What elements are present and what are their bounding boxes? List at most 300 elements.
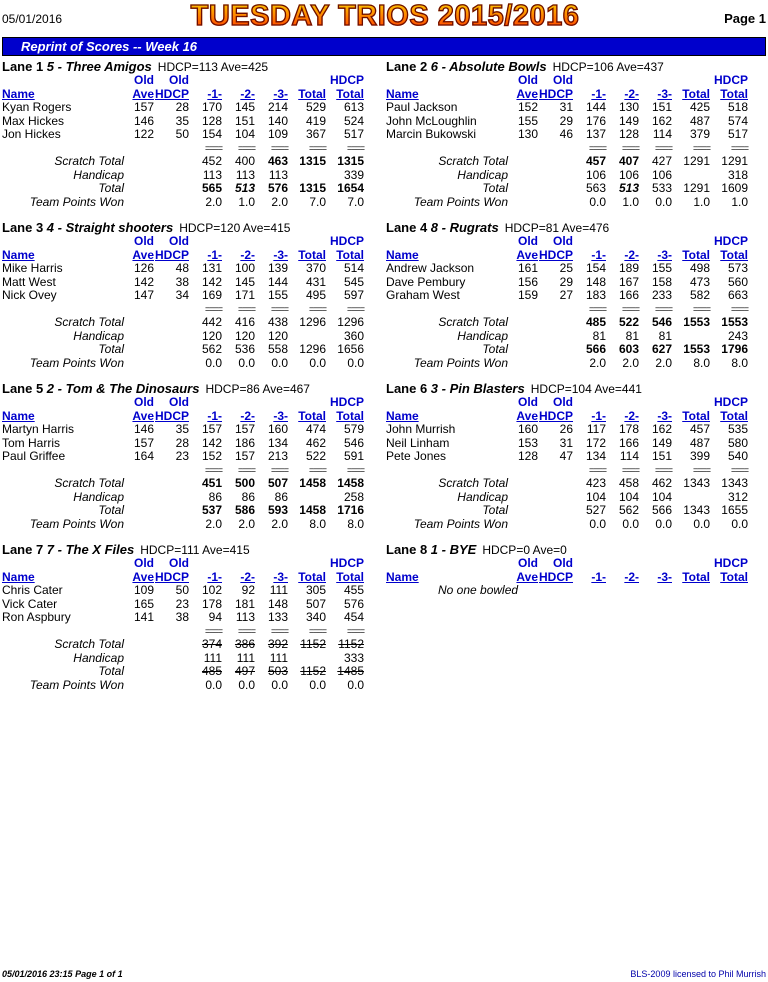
player-score: 157 [234, 449, 255, 463]
summary-label: Team Points Won [29, 517, 124, 531]
player-score: 146 [133, 113, 154, 128]
summary-value: 339 [343, 167, 364, 182]
summary-label: Scratch Total [54, 154, 124, 168]
summary-value: 333 [343, 650, 364, 665]
lane-title [386, 220, 609, 235]
summary-value: 1553 [683, 315, 710, 329]
player-score: 25 [559, 261, 573, 275]
player-score: 165 [133, 596, 154, 611]
summary-value: 1.0 [622, 195, 639, 209]
summary-value: 462 [651, 476, 672, 490]
summary-value: 438 [267, 315, 288, 329]
player-score: 114 [652, 127, 672, 141]
player-score: 155 [267, 288, 288, 302]
summary-value: 2.0 [589, 356, 606, 370]
summary-value: 113 [202, 167, 222, 182]
team-stats: HDCP=81 Ave=476 [504, 221, 610, 235]
summary-label: Total [482, 181, 508, 195]
player-score: 147 [133, 288, 154, 302]
summary-value: 360 [343, 328, 364, 343]
summary-value: 0.0 [309, 678, 326, 692]
player-score: 155 [651, 261, 672, 275]
col-header-old: Old [518, 234, 538, 248]
col-header: -3- [657, 570, 672, 584]
summary-value: 120 [267, 328, 288, 343]
player-score: 29 [559, 274, 573, 289]
player-score: 167 [618, 274, 639, 289]
summary-value: 104 [651, 489, 672, 504]
player-score: 576 [343, 596, 364, 611]
summary-value: 0.0 [655, 195, 672, 209]
player-score: 122 [133, 127, 154, 141]
summary-value: 2.0 [655, 356, 672, 370]
player-score: 35 [175, 422, 189, 436]
team-name: 5 - Three Amigos [46, 59, 152, 74]
player-score: 48 [175, 261, 189, 275]
separator: ==== [692, 465, 710, 475]
summary-value: 0.0 [347, 678, 364, 692]
player-score: 162 [651, 113, 672, 128]
player-score: 109 [267, 127, 288, 141]
separator: ==== [654, 465, 672, 475]
col-header-name: Name [386, 409, 419, 423]
player-score: 38 [175, 610, 189, 624]
lane-title [386, 59, 664, 74]
player-score: 130 [517, 127, 538, 141]
col-header-name: Name [2, 570, 35, 584]
separator: ==== [654, 304, 672, 314]
player-score: 462 [305, 435, 326, 450]
col-header: -3- [273, 87, 288, 101]
summary-value: 0.0 [731, 517, 748, 531]
player-score: 35 [175, 113, 189, 128]
summary-value: 8.0 [347, 517, 364, 531]
lane-block [2, 59, 384, 219]
player-score: 535 [727, 422, 748, 436]
col-header-old: Old [134, 395, 154, 409]
player-score: 579 [343, 422, 364, 436]
lane-number: Lane 3 [2, 220, 47, 235]
summary-value: 0.0 [205, 678, 222, 692]
col-header: Total [720, 87, 748, 101]
summary-value: 500 [234, 476, 255, 490]
col-header-old: Old [134, 234, 154, 248]
player-score: 517 [343, 127, 364, 141]
col-header: Total [336, 570, 364, 584]
player-score: 141 [133, 610, 154, 624]
col-header: -3- [273, 248, 288, 262]
summary-value: 2.0 [205, 195, 222, 209]
player-score: 214 [267, 100, 288, 114]
summary-value: 386 [234, 637, 255, 651]
player-score: 474 [305, 422, 326, 436]
player-name: Jon Hickes [2, 127, 61, 141]
summary-value: 485 [201, 664, 222, 678]
lane-title [2, 220, 290, 235]
player-score: 50 [175, 583, 189, 597]
summary-value: 0.0 [271, 356, 288, 370]
summary-label: Team Points Won [413, 356, 508, 370]
col-header: Total [336, 248, 364, 262]
player-name: Graham West [386, 288, 460, 302]
summary-value: 0.0 [655, 517, 672, 531]
player-score: 47 [559, 449, 573, 463]
col-header-old: Old [134, 73, 154, 87]
col-header-old: Old [169, 234, 189, 248]
lane-block [2, 220, 384, 380]
player-score: 38 [175, 274, 189, 289]
separator: ==== [654, 143, 672, 153]
separator: ==== [730, 304, 748, 314]
summary-label: Total [482, 503, 508, 517]
summary-value: 1656 [337, 342, 364, 356]
player-score: 495 [305, 288, 326, 302]
player-score: 546 [343, 435, 364, 450]
summary-label: Handicap [73, 650, 124, 665]
col-header: HDCP [154, 409, 189, 423]
col-header: Total [720, 409, 748, 423]
summary-value: 558 [267, 342, 288, 356]
player-score: 582 [689, 288, 710, 302]
col-header-old: Old [169, 73, 189, 87]
player-score: 139 [267, 261, 288, 275]
player-score: 160 [267, 422, 288, 436]
col-header-old: Old [553, 73, 573, 87]
col-header-old: Old [553, 556, 573, 570]
separator: ==== [692, 304, 710, 314]
player-score: 455 [343, 583, 364, 597]
col-header: Total [682, 570, 710, 584]
separator: ==== [237, 626, 255, 636]
col-header: Ave [132, 409, 154, 423]
lane-number: Lane 4 [386, 220, 431, 235]
col-header: HDCP [154, 248, 189, 262]
player-name: Ron Aspbury [2, 610, 71, 624]
team-stats: HDCP=111 Ave=415 [140, 543, 250, 557]
col-header: -1- [207, 409, 222, 423]
summary-value: 527 [585, 503, 606, 517]
player-score: 102 [201, 583, 222, 597]
player-score: 153 [517, 435, 538, 450]
player-score: 158 [651, 274, 672, 289]
lane-number: Lane 1 [2, 59, 47, 74]
player-score: 23 [175, 449, 189, 463]
player-name: Dave Pembury [386, 274, 466, 289]
player-name: Andrew Jackson [386, 261, 475, 275]
summary-value: 1.0 [238, 195, 255, 209]
summary-value: 513 [234, 181, 255, 195]
player-score: 399 [689, 449, 710, 463]
summary-value: 463 [267, 154, 288, 168]
player-score: 457 [689, 422, 710, 436]
lane-title [386, 381, 642, 396]
player-score: 94 [208, 610, 222, 624]
col-header-old: Old [553, 395, 573, 409]
summary-value: 563 [585, 181, 606, 195]
summary-value: 1553 [683, 342, 710, 356]
lane-title [386, 542, 567, 557]
col-header: Total [298, 409, 326, 423]
separator: ==== [204, 626, 222, 636]
player-score: 111 [269, 583, 288, 597]
col-header: Total [682, 87, 710, 101]
summary-value: 522 [618, 315, 639, 329]
col-header: HDCP [538, 409, 573, 423]
col-header-hdcp-top: HDCP [713, 73, 748, 87]
col-header: Ave [132, 87, 154, 101]
col-header: -1- [207, 570, 222, 584]
team-name: 4 - Straight shooters [46, 220, 174, 235]
player-score: 425 [689, 100, 710, 114]
player-score: 524 [343, 113, 364, 128]
col-header-name: Name [2, 87, 35, 101]
team-name: 3 - Pin Blasters [430, 381, 525, 396]
team-name: 1 - BYE [430, 542, 477, 557]
player-score: 27 [559, 288, 573, 302]
player-score: 151 [234, 113, 255, 128]
col-header: Ave [516, 570, 538, 584]
col-header: -2- [240, 87, 255, 101]
col-header-name: Name [386, 570, 419, 584]
player-name: Marcin Bukowski [386, 127, 477, 141]
player-score: 183 [585, 288, 606, 302]
page-number: Page 1 [724, 11, 766, 26]
col-header-old: Old [169, 556, 189, 570]
summary-value: 2.0 [271, 517, 288, 531]
team-stats: HDCP=0 Ave=0 [482, 543, 567, 557]
player-name: Matt West [2, 274, 56, 289]
player-score: 134 [585, 449, 606, 463]
summary-value: 111 [203, 650, 222, 665]
lane-block [2, 381, 384, 541]
separator: ==== [346, 465, 364, 475]
lane-number: Lane 7 [2, 542, 47, 557]
team-stats: HDCP=104 Ave=441 [530, 382, 642, 396]
summary-value: 427 [651, 154, 672, 168]
summary-value: 1343 [683, 503, 710, 517]
player-score: 159 [517, 288, 538, 302]
summary-value: 1296 [299, 315, 326, 329]
player-score: 157 [133, 100, 154, 114]
summary-value: 243 [727, 328, 748, 343]
summary-value: 1315 [299, 181, 326, 195]
separator: ==== [237, 304, 255, 314]
player-score: 166 [618, 435, 639, 450]
player-score: 134 [267, 435, 288, 450]
summary-label: Total [98, 181, 124, 195]
player-score: 113 [235, 610, 255, 624]
summary-value: 0.0 [622, 517, 639, 531]
summary-label: Scratch Total [438, 315, 508, 329]
player-score: 367 [305, 127, 326, 141]
summary-value: 2.0 [622, 356, 639, 370]
col-header: -2- [240, 248, 255, 262]
player-score: 148 [267, 596, 288, 611]
player-name: Nick Ovey [2, 288, 57, 302]
player-score: 128 [201, 113, 222, 128]
player-score: 522 [305, 449, 326, 463]
col-header-hdcp-top: HDCP [329, 556, 364, 570]
summary-value: 7.0 [347, 195, 364, 209]
summary-value: 407 [618, 154, 639, 168]
player-score: 162 [651, 422, 672, 436]
summary-value: 0.0 [347, 356, 364, 370]
summary-value: 503 [267, 664, 288, 678]
summary-label: Team Points Won [29, 195, 124, 209]
lane-block [386, 381, 768, 541]
player-score: 473 [689, 274, 710, 289]
separator: ==== [308, 626, 326, 636]
player-score: 233 [651, 288, 672, 302]
player-score: 152 [517, 100, 538, 114]
team-name: 7 - The X Files [46, 542, 135, 557]
summary-value: 1343 [721, 476, 748, 490]
col-header: -2- [240, 409, 255, 423]
summary-value: 1654 [337, 181, 364, 195]
summary-label: Team Points Won [29, 678, 124, 692]
player-score: 34 [175, 288, 189, 302]
summary-label: Handicap [73, 489, 124, 504]
player-name: Paul Jackson [386, 100, 458, 114]
player-score: 340 [305, 610, 326, 624]
summary-value: 106 [585, 167, 606, 182]
player-name: Max Hickes [2, 113, 65, 128]
col-header: Ave [132, 570, 154, 584]
separator: ==== [204, 465, 222, 475]
player-score: 213 [267, 449, 288, 463]
separator: ==== [270, 304, 288, 314]
summary-value: 113 [268, 167, 288, 182]
summary-value: 1152 [300, 637, 326, 651]
col-header-hdcp-top: HDCP [329, 234, 364, 248]
summary-value: 1296 [299, 342, 326, 356]
summary-value: 451 [201, 476, 222, 490]
summary-value: 8.0 [693, 356, 710, 370]
col-header: Ave [516, 87, 538, 101]
summary-value: 0.0 [271, 678, 288, 692]
summary-label: Scratch Total [438, 476, 508, 490]
player-score: 305 [305, 583, 326, 597]
player-score: 151 [651, 449, 672, 463]
player-score: 131 [201, 261, 222, 275]
col-header: -1- [591, 409, 606, 423]
player-name: Paul Griffee [2, 449, 66, 463]
lane-number: Lane 5 [2, 381, 47, 396]
summary-value: 120 [234, 328, 255, 343]
col-header-hdcp-top: HDCP [329, 395, 364, 409]
player-score: 50 [175, 127, 189, 141]
col-header: Total [682, 409, 710, 423]
player-score: 156 [517, 274, 538, 289]
player-score: 545 [343, 274, 364, 289]
col-header: -1- [207, 87, 222, 101]
player-score: 613 [343, 100, 364, 114]
col-header: Total [720, 570, 748, 584]
col-header: Total [336, 409, 364, 423]
player-score: 142 [201, 274, 222, 289]
team-stats: HDCP=86 Ave=467 [205, 382, 310, 396]
summary-label: Team Points Won [413, 517, 508, 531]
player-score: 580 [727, 435, 748, 450]
summary-value: 593 [267, 503, 288, 517]
col-header: -1- [207, 248, 222, 262]
summary-label: Handicap [457, 489, 508, 504]
col-header: Ave [516, 409, 538, 423]
summary-value: 2.0 [238, 517, 255, 531]
summary-value: 1796 [721, 342, 748, 356]
summary-value: 1152 [300, 664, 326, 678]
summary-label: Team Points Won [413, 195, 508, 209]
col-header-old: Old [169, 395, 189, 409]
player-score: 663 [727, 288, 748, 302]
lane-block [386, 542, 768, 702]
summary-label: Handicap [73, 167, 124, 182]
player-score: 154 [201, 127, 222, 141]
summary-value: 1291 [721, 154, 748, 168]
player-score: 137 [585, 127, 606, 141]
lane-number: Lane 8 [386, 542, 431, 557]
col-header: -1- [591, 87, 606, 101]
player-name: John McLoughlin [386, 113, 477, 128]
player-score: 157 [133, 435, 154, 450]
player-score: 573 [727, 261, 748, 275]
col-header: -3- [273, 570, 288, 584]
separator: ==== [346, 626, 364, 636]
player-score: 109 [133, 583, 154, 597]
summary-value: 1152 [338, 637, 364, 651]
separator: ==== [308, 143, 326, 153]
summary-value: 104 [618, 489, 639, 504]
summary-value: 0.0 [238, 356, 255, 370]
player-score: 31 [559, 100, 573, 114]
summary-value: 497 [234, 664, 255, 678]
player-name: John Murrish [386, 422, 456, 436]
col-header: HDCP [154, 87, 189, 101]
player-score: 597 [343, 288, 364, 302]
separator: ==== [237, 465, 255, 475]
player-score: 514 [343, 261, 364, 275]
footer-timestamp: 05/01/2016 23:15 Page 1 of 1 [2, 969, 123, 979]
summary-value: 457 [585, 154, 606, 168]
lane-number: Lane 2 [386, 59, 431, 74]
summary-value: 0.0 [693, 517, 710, 531]
summary-value: 111 [236, 650, 255, 665]
separator: ==== [621, 304, 639, 314]
summary-value: 576 [267, 181, 288, 195]
player-score: 140 [267, 113, 288, 128]
summary-value: 1296 [337, 315, 364, 329]
player-score: 145 [234, 274, 255, 289]
col-header: Total [336, 87, 364, 101]
player-score: 181 [234, 596, 255, 611]
summary-label: Total [98, 503, 124, 517]
col-header: Total [298, 570, 326, 584]
player-score: 133 [267, 610, 288, 624]
summary-value: 416 [234, 315, 255, 329]
col-header-hdcp-top: HDCP [713, 234, 748, 248]
player-score: 178 [201, 596, 222, 611]
summary-value: 627 [651, 342, 672, 356]
summary-value: 318 [727, 167, 748, 182]
col-header: -3- [657, 248, 672, 262]
summary-value: 533 [651, 181, 672, 195]
player-score: 26 [559, 422, 573, 436]
player-name: Chris Cater [2, 583, 63, 597]
separator: ==== [730, 143, 748, 153]
player-score: 166 [618, 288, 639, 302]
summary-value: 258 [343, 489, 364, 504]
player-score: 419 [305, 113, 326, 128]
